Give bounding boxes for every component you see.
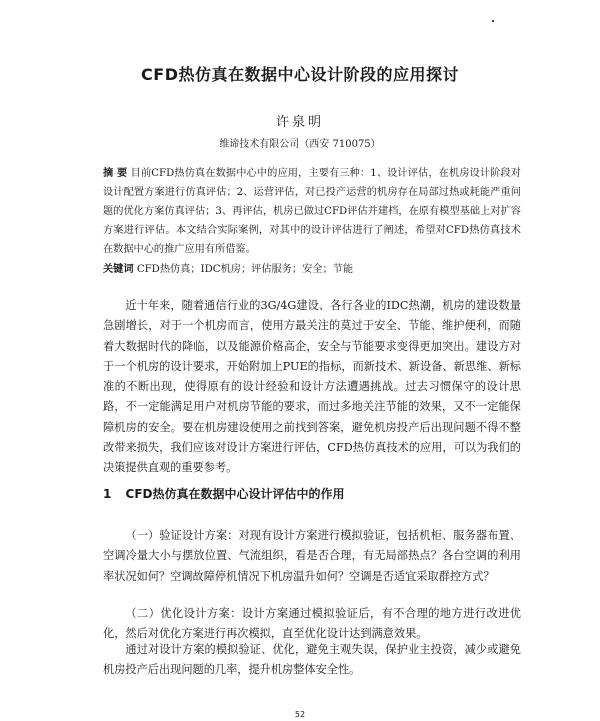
abstract [103,164,521,259]
keywords [103,260,521,279]
author-affiliation: 维谛技术有限公司（西安 710075） [219,139,381,150]
abstract-text: 目前CFD热仿真在数据中心中的应用，主要有三种：1、设计评估，在机房设计阶段对设计配置方案进行仿真评估；2、运营评估，对已投产运营的机房存在局部过热或耗能严重问题的优化方案仿真评估；3、再评估，机房已做过CFD评估并建档，在原有模型基础上对扩容方案进行评估。本文结合实际案例，对其中的设计评估进行了阐述，希望对CFD热仿真技术在数据中心的推广应用有所借鉴。 [103,168,521,255]
abstract-label: 摘 要 [103,168,128,179]
paper-title: CFD热仿真在数据中心设计阶段的应用探讨 [141,65,459,84]
intro-paragraph: 近十年来，随着通信行业的3G/4G建设、各行各业的IDC热潮，机房的建设数量急剧增长，对于一个机房而言，使用方最关注的莫过于安全、节能、维护便利，而随着大数据时代的降临，以及能源价格高企，安全与节能要求变得更加突出。建设方对于一个机房的设计要求，开始附加上PUE的指标，而新技术、新设备、新思维、新标准的不断出现，使得原有的设计经验和设计方法遭遇挑战。过去习惯保守的设计思路，不一定能满足用户对机房节能的要求，而过多地关注节能的效果，又不一定能保障机房的安全。要在机房建设使用之前找到答案，避免机房投产后出现问题不得不整改带来损失，我们应该对设计方案进行评估，CFD热仿真技术的应用，可以为我们的决策提供直观的重要参考。 [103,299,521,475]
keywords-text: CFD热仿真；IDC机房；评估服务；安全；节能 [136,264,354,275]
verify-paragraph: （一）验证设计方案：对现有设计方案进行模拟验证，包括机柜、服务器布置、空调冷量大小与摆放位置、气流组织，看是否合理，有无局部热点？各台空调的利用率状况如何？空调故障停机情况下机房温升如何？空调是否适宜采取群控方式？ [103,529,521,583]
summary-paragraph: 通过对设计方案的模拟验证、优化，避免主观失误，保护业主投资，减少或避免机房投产后出现问题的几率，提升机房整体安全性。 [103,643,521,677]
scan-speck [492,20,494,22]
section-heading [103,485,521,502]
section-title: CFD热仿真在数据中心设计评估中的作用 [125,487,345,501]
optimize-paragraph: （二）优化设计方案：设计方案通过模拟验证后，有不合理的地方进行改进优化，然后对优化方案进行再次模拟，直至优化设计达到满意效果。 [103,607,521,641]
page-number: 52 [294,710,306,719]
author-name: 许泉明 [275,115,324,130]
section-number: 1 [103,487,112,501]
keywords-label: 关键词 [103,264,134,275]
